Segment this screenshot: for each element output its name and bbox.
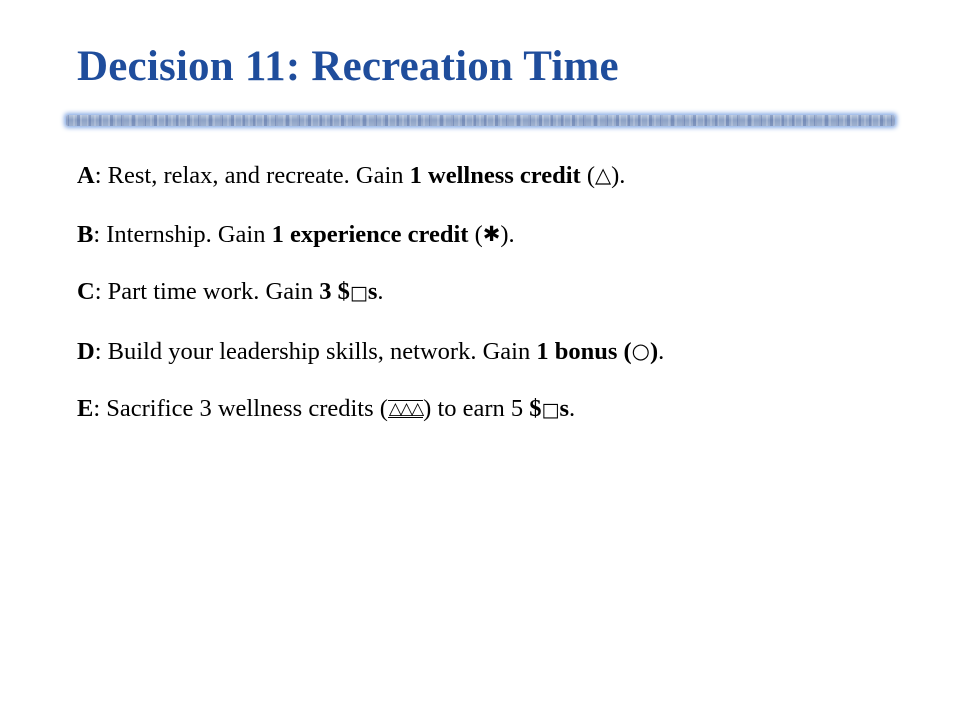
asterisk-icon: ✱: [482, 221, 501, 246]
paren-close: ): [649, 337, 659, 365]
paren-open: (: [580, 162, 595, 189]
period: .: [658, 337, 665, 365]
option-text: : Sacrifice 3 wellness credits (: [93, 395, 388, 422]
money-box-glyph: □: [349, 282, 368, 304]
option-letter: A: [77, 162, 95, 189]
option-reward: 1 bonus (: [536, 337, 632, 365]
circle-icon: ○: [631, 338, 650, 363]
paren-open: (: [468, 220, 483, 248]
option-text: : Part time work. Gain: [94, 278, 320, 305]
option-reward: 1 experience credit: [271, 220, 469, 248]
slide-title: Decision 11: Recreation Time: [77, 43, 619, 90]
option-letter: B: [77, 220, 94, 248]
option-b: [77, 213, 937, 272]
paren-close: ).: [500, 220, 515, 248]
option-text: : Build your leadership skills, network. Gain: [94, 337, 537, 365]
title-divider: [66, 115, 895, 126]
period: .: [377, 278, 384, 305]
option-text: : Rest, relax, and recreate. Gain: [94, 162, 410, 189]
option-c: [77, 271, 937, 330]
option-reward: 1 wellness credit: [409, 162, 581, 189]
decision-options-list: [77, 154, 937, 447]
triangle-icon: △: [594, 163, 612, 187]
option-letter: C: [77, 278, 95, 305]
period: .: [569, 395, 576, 422]
option-letter: E: [77, 395, 94, 422]
paren-close: ).: [611, 162, 626, 189]
option-d: [77, 330, 937, 389]
option-reward-suffix: s: [367, 278, 378, 305]
option-reward-amount: $: [529, 395, 542, 422]
option-text-mid: ) to earn 5: [423, 395, 530, 422]
option-letter: D: [77, 337, 95, 365]
option-reward-suffix: s: [559, 395, 570, 422]
option-e: [77, 388, 937, 447]
triple-triangle-icon: △△△: [388, 399, 423, 419]
option-a: [77, 154, 937, 213]
option-reward-amount: 3 $: [319, 278, 350, 305]
option-text: : Internship. Gain: [93, 220, 272, 248]
money-box-glyph: □: [541, 399, 560, 421]
